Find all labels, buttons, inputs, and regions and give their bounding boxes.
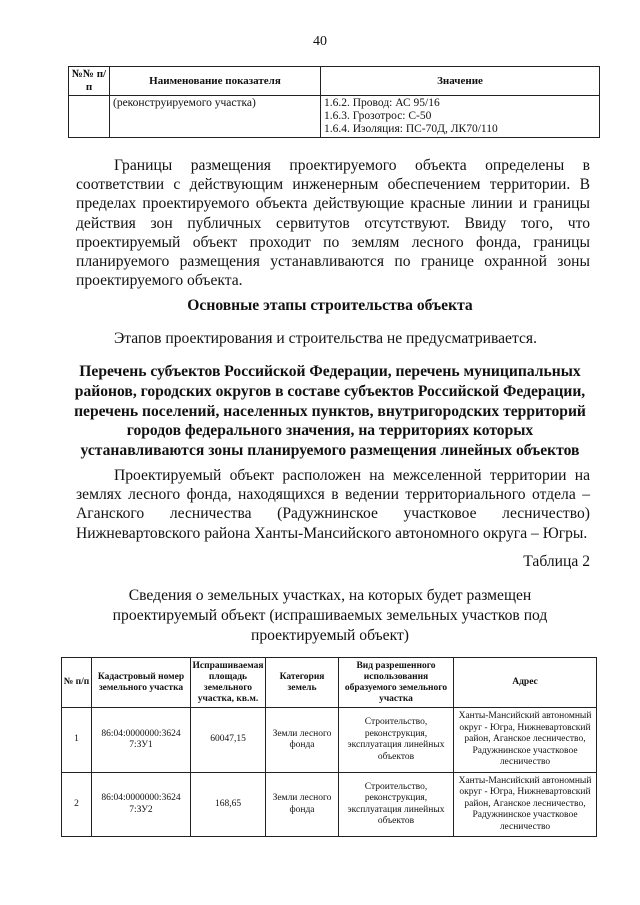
paragraph-location: Проектируемый объект расположен на межселенной территории на землях лесного фонда, находящихся в ведении территориального отдела – Аганского лесничества (Радужнинское участковое лесничество) Нижневартовского района Ханты-Мансийского автономного округа – Югры. [76, 467, 590, 542]
value-line: 1.6.3. Грозотрос: С-50 [324, 110, 432, 122]
paragraph-boundaries: Границы размещения проектируемого объекта определены в соответствии с действующим инженерным обеспечением территории. В пределах проектируемого объекта действующие красные линии и границы действия зон публичных сервитутов отсутствуют. Ввиду того, что проектируемый объект проходит по землям лесного фонда, границы планируемого размещения устанавливаются по границе охранной зоны проектируемого объекта. [76, 157, 590, 290]
cell-use: Строительство, реконструкция, эксплуатация линейных объектов [339, 773, 454, 837]
page-number: 40 [313, 34, 327, 49]
table-row [62, 773, 597, 837]
table2-title [60, 586, 600, 645]
table-row [69, 96, 600, 138]
title-line: проектируемый объект (испрашиваемых земельных участков под [112, 606, 548, 624]
paragraph-stages: Этапов проектирования и строительства не предусматривается. [114, 330, 537, 347]
heading-line: районов, городских округов в составе субъектов Российской Федерации, [74, 382, 586, 400]
table-line-parameters [68, 66, 600, 138]
cell-area: 168,65 [191, 773, 266, 837]
cell-area: 60047,15 [191, 708, 266, 773]
header-category: Категория земель [266, 658, 339, 708]
cell-cadastral: 86:04:0000000:3624 7:ЗУ2 [92, 773, 191, 837]
header-cadastral: Кадастровый номер земельного участка [92, 658, 191, 708]
header-num: № п/п [62, 658, 92, 708]
header-num: №№ п/п [69, 67, 110, 96]
title-line: проектируемый объект) [251, 626, 409, 644]
cell-name: (реконструируемого участка) [110, 96, 321, 138]
cell-values [321, 96, 600, 138]
header-value: Значение [321, 67, 600, 96]
cell-category: Земли лесного фонда [266, 773, 339, 837]
heading-line: городов федерального значения, на территориях которых [126, 422, 534, 440]
table-row [62, 708, 597, 773]
header-use: Вид разрешенного использования образуемого земельного участка [339, 658, 454, 708]
table-header-row [69, 67, 600, 96]
cell-category: Земли лесного фонда [266, 708, 339, 773]
cell-cadastral: 86:04:0000000:3624 7:ЗУ1 [92, 708, 191, 773]
cell-num [69, 96, 110, 138]
title-line: Сведения о земельных участках, на которых будет размещен [128, 587, 532, 604]
heading-construction-stages: Основные этапы строительства объекта [187, 297, 473, 314]
heading-line: перечень поселений, населенных пунктов, внутригородских территорий [74, 402, 586, 420]
table-header-row [62, 658, 597, 708]
value-line: 1.6.2. Провод: АС 95/16 [324, 97, 440, 109]
heading-line: Перечень субъектов Российской Федерации, перечень муниципальных [79, 363, 581, 380]
table-land-plots [61, 657, 597, 837]
heading-line: устанавливаются зоны планируемого размещения линейных объектов [80, 442, 580, 460]
heading-subjects-list [60, 362, 600, 461]
cell-address: Ханты-Мансийский автономный округ - Югра, Нижневартовский район, Аганское лесничество, Радужнинское участковое лесничество [454, 708, 597, 773]
cell-address: Ханты-Мансийский автономный округ - Югра, Нижневартовский район, Аганское лесничество, Радужнинское участковое лесничество [454, 773, 597, 837]
header-name: Наименование показателя [110, 67, 321, 96]
value-line: 1.6.4. Изоляция: ПС-70Д, ЛК70/110 [324, 123, 498, 135]
header-address: Адрес [454, 658, 597, 708]
cell-use: Строительство, реконструкция, эксплуатация линейных объектов [339, 708, 454, 773]
cell-num: 1 [62, 708, 92, 773]
header-area: Испрашиваемая площадь земельного участка, кв.м. [191, 658, 266, 708]
table-label: Таблица 2 [523, 553, 590, 570]
cell-num: 2 [62, 773, 92, 837]
